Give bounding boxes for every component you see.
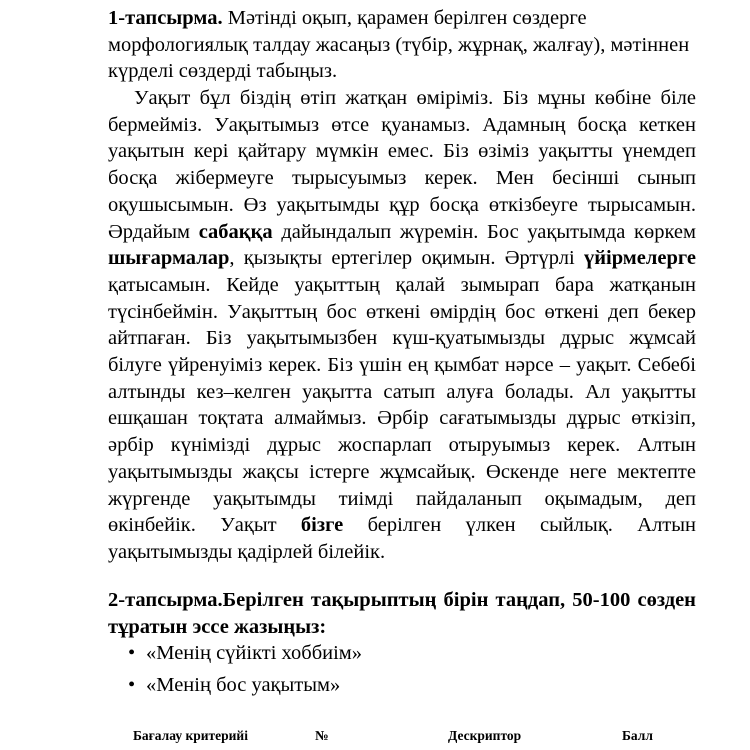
bold-word-bizge: бізге (300, 514, 344, 537)
passage-part-1: Уақыт бұл біздің өтіп жатқан өміріміз. Біз мұны көбіне біле бермейміз. Уақытымыз өтсе қуанамыз. Адамның босқа кеткен уақытын кері қайтару мүмкін емес. Біз өзіміз уақытты үнемдеп босқа жібермеуге тырысуымыз керек. Мен бесінші сынып оқушысымын. Өз уақытымды құр босқа өткізбеуге тырысамын. Әрдайым (108, 87, 696, 243)
passage-text (108, 85, 696, 566)
essay-topic-1: «Менің сүйікті хоббиім» (146, 642, 363, 664)
bold-word-shygarmalar: шығармалар (108, 247, 230, 270)
table-header-score: Балл (622, 728, 653, 743)
passage-part-3: , қызықты ертегілер оқимын. Әртүрлі (229, 247, 584, 270)
task1-label: 1-тапсырма. (108, 7, 223, 29)
bullet-icon: • (128, 642, 136, 664)
task2-heading: 2-тапсырма.Берілген тақырыптың бірін таңдап, 50-100 сөзден тұратын эссе жазыңыз: (108, 589, 696, 638)
bold-word-sabakka: сабаққа (198, 220, 273, 243)
list-item (128, 669, 362, 701)
passage-part-4: қатысамын. Кейде уақыттың қалай зымырап бара жатқанын түсінбеймін. Уақыттың бос өткені өмірдің бос өткені деп бекер айтпаған. Біз уақытымызбен күш-қуатымызды дұрыс жұмсай білуге үйренуіміз керек. Біз үшін ең қымбат нәрсе – уақыт. Себебі алтынды кез–келген уақытта сатып алуға болады. Ал уақытты ешқашан тоқтата алмаймыз. Әрбір сағатымызды дұрыс өткізіп, әрбір күнімізді дұрыс жоспарлап отыруымыз керек. Алтын уақытымызды жақсы істерге жұмсайық. Өскенде неге мектепте жүргенде уақытымды тиімді пайдаланып оқымадым, деп өкінбейік. Уақыт (108, 273, 696, 537)
table-header-number: № (315, 728, 329, 743)
table-header-criteria: Бағалау критерийі (133, 728, 248, 743)
passage-part-2: дайындалып жүремін. Бос уақытымда көркем (272, 220, 696, 243)
bullet-icon: • (128, 674, 136, 696)
list-item (128, 637, 362, 669)
task1-instruction: Мәтінді оқып, қарамен берілген сөздерге морфологиялық талдау жасаңыз (түбір, жұрнақ, жалғау), мәтіннен күрделі сөздерді табыңыз. (108, 7, 690, 82)
essay-topic-2: «Менің бос уақытым» (146, 674, 341, 696)
essay-topic-list (128, 637, 362, 701)
passage-part-5: берілген үлкен сыйлық. Алтын уақытымызды қадірлей білейік. (108, 514, 696, 563)
task1-heading (108, 5, 698, 85)
bold-word-uyirmelerge: үйірмелерге (583, 247, 696, 270)
table-header-descriptor: Дескриптор (448, 728, 522, 743)
